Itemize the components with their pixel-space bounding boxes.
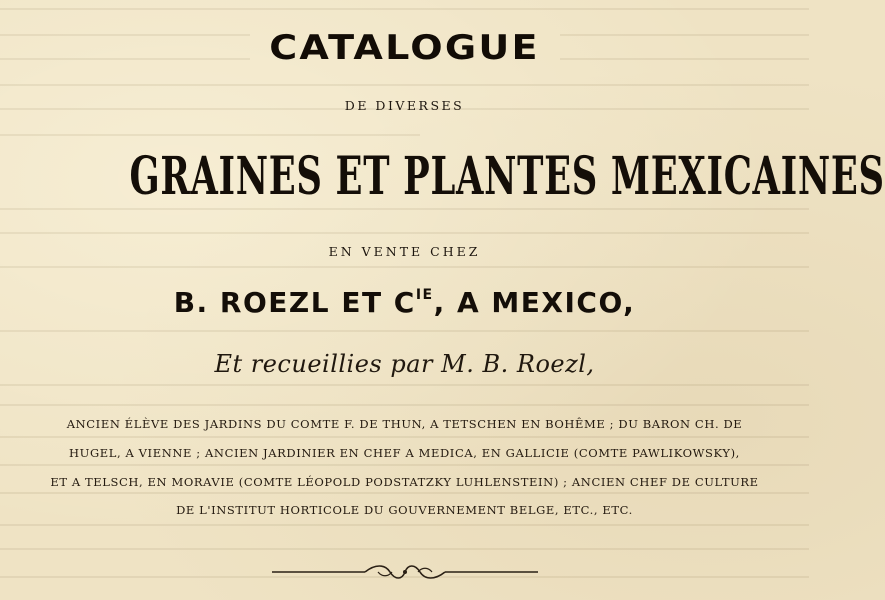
description-line-3: ET A TELSCH, EN MORAVIE (COMTE LÉOPOLD PODSTATZKY LUHLENSTEIN) ; ANCIEN CHEF DE CULTURE <box>50 475 759 489</box>
description-line-1: ANCIEN ÉLÈVE DES JARDINS DU COMTE F. DE THUN, A TETSCHEN EN BOHÊME ; DU BARON CH. DE <box>66 417 743 431</box>
merchant-location: , A MEXICO, <box>433 286 636 319</box>
merchant-superscript: IE <box>415 287 434 303</box>
en-vente-line: EN VENTE CHEZ <box>328 244 481 259</box>
description-line-4: DE L'INSTITUT HORTICOLE DU GOUVERNEMENT BELGE, ETC., ETC. <box>176 503 633 517</box>
merchant-line <box>0 286 809 319</box>
subtitle: DE DIVERSES <box>344 98 465 113</box>
flourish-ornament-icon <box>270 560 540 584</box>
page-title: CATALOGUE <box>269 28 540 68</box>
description-line-2: HUGEL, A VIENNE ; ANCIEN JARDINIER EN CHEF A MEDICA, EN GALLICIE (COMTE PAWLIKOWSKY), <box>69 446 740 460</box>
merchant-name: B. ROEZL ET C <box>173 286 416 319</box>
collector-line: Et recueillies par M. B. Roezl, <box>214 350 595 378</box>
main-heading: GRAINES ET PLANTES MEXICAINES <box>129 146 885 207</box>
